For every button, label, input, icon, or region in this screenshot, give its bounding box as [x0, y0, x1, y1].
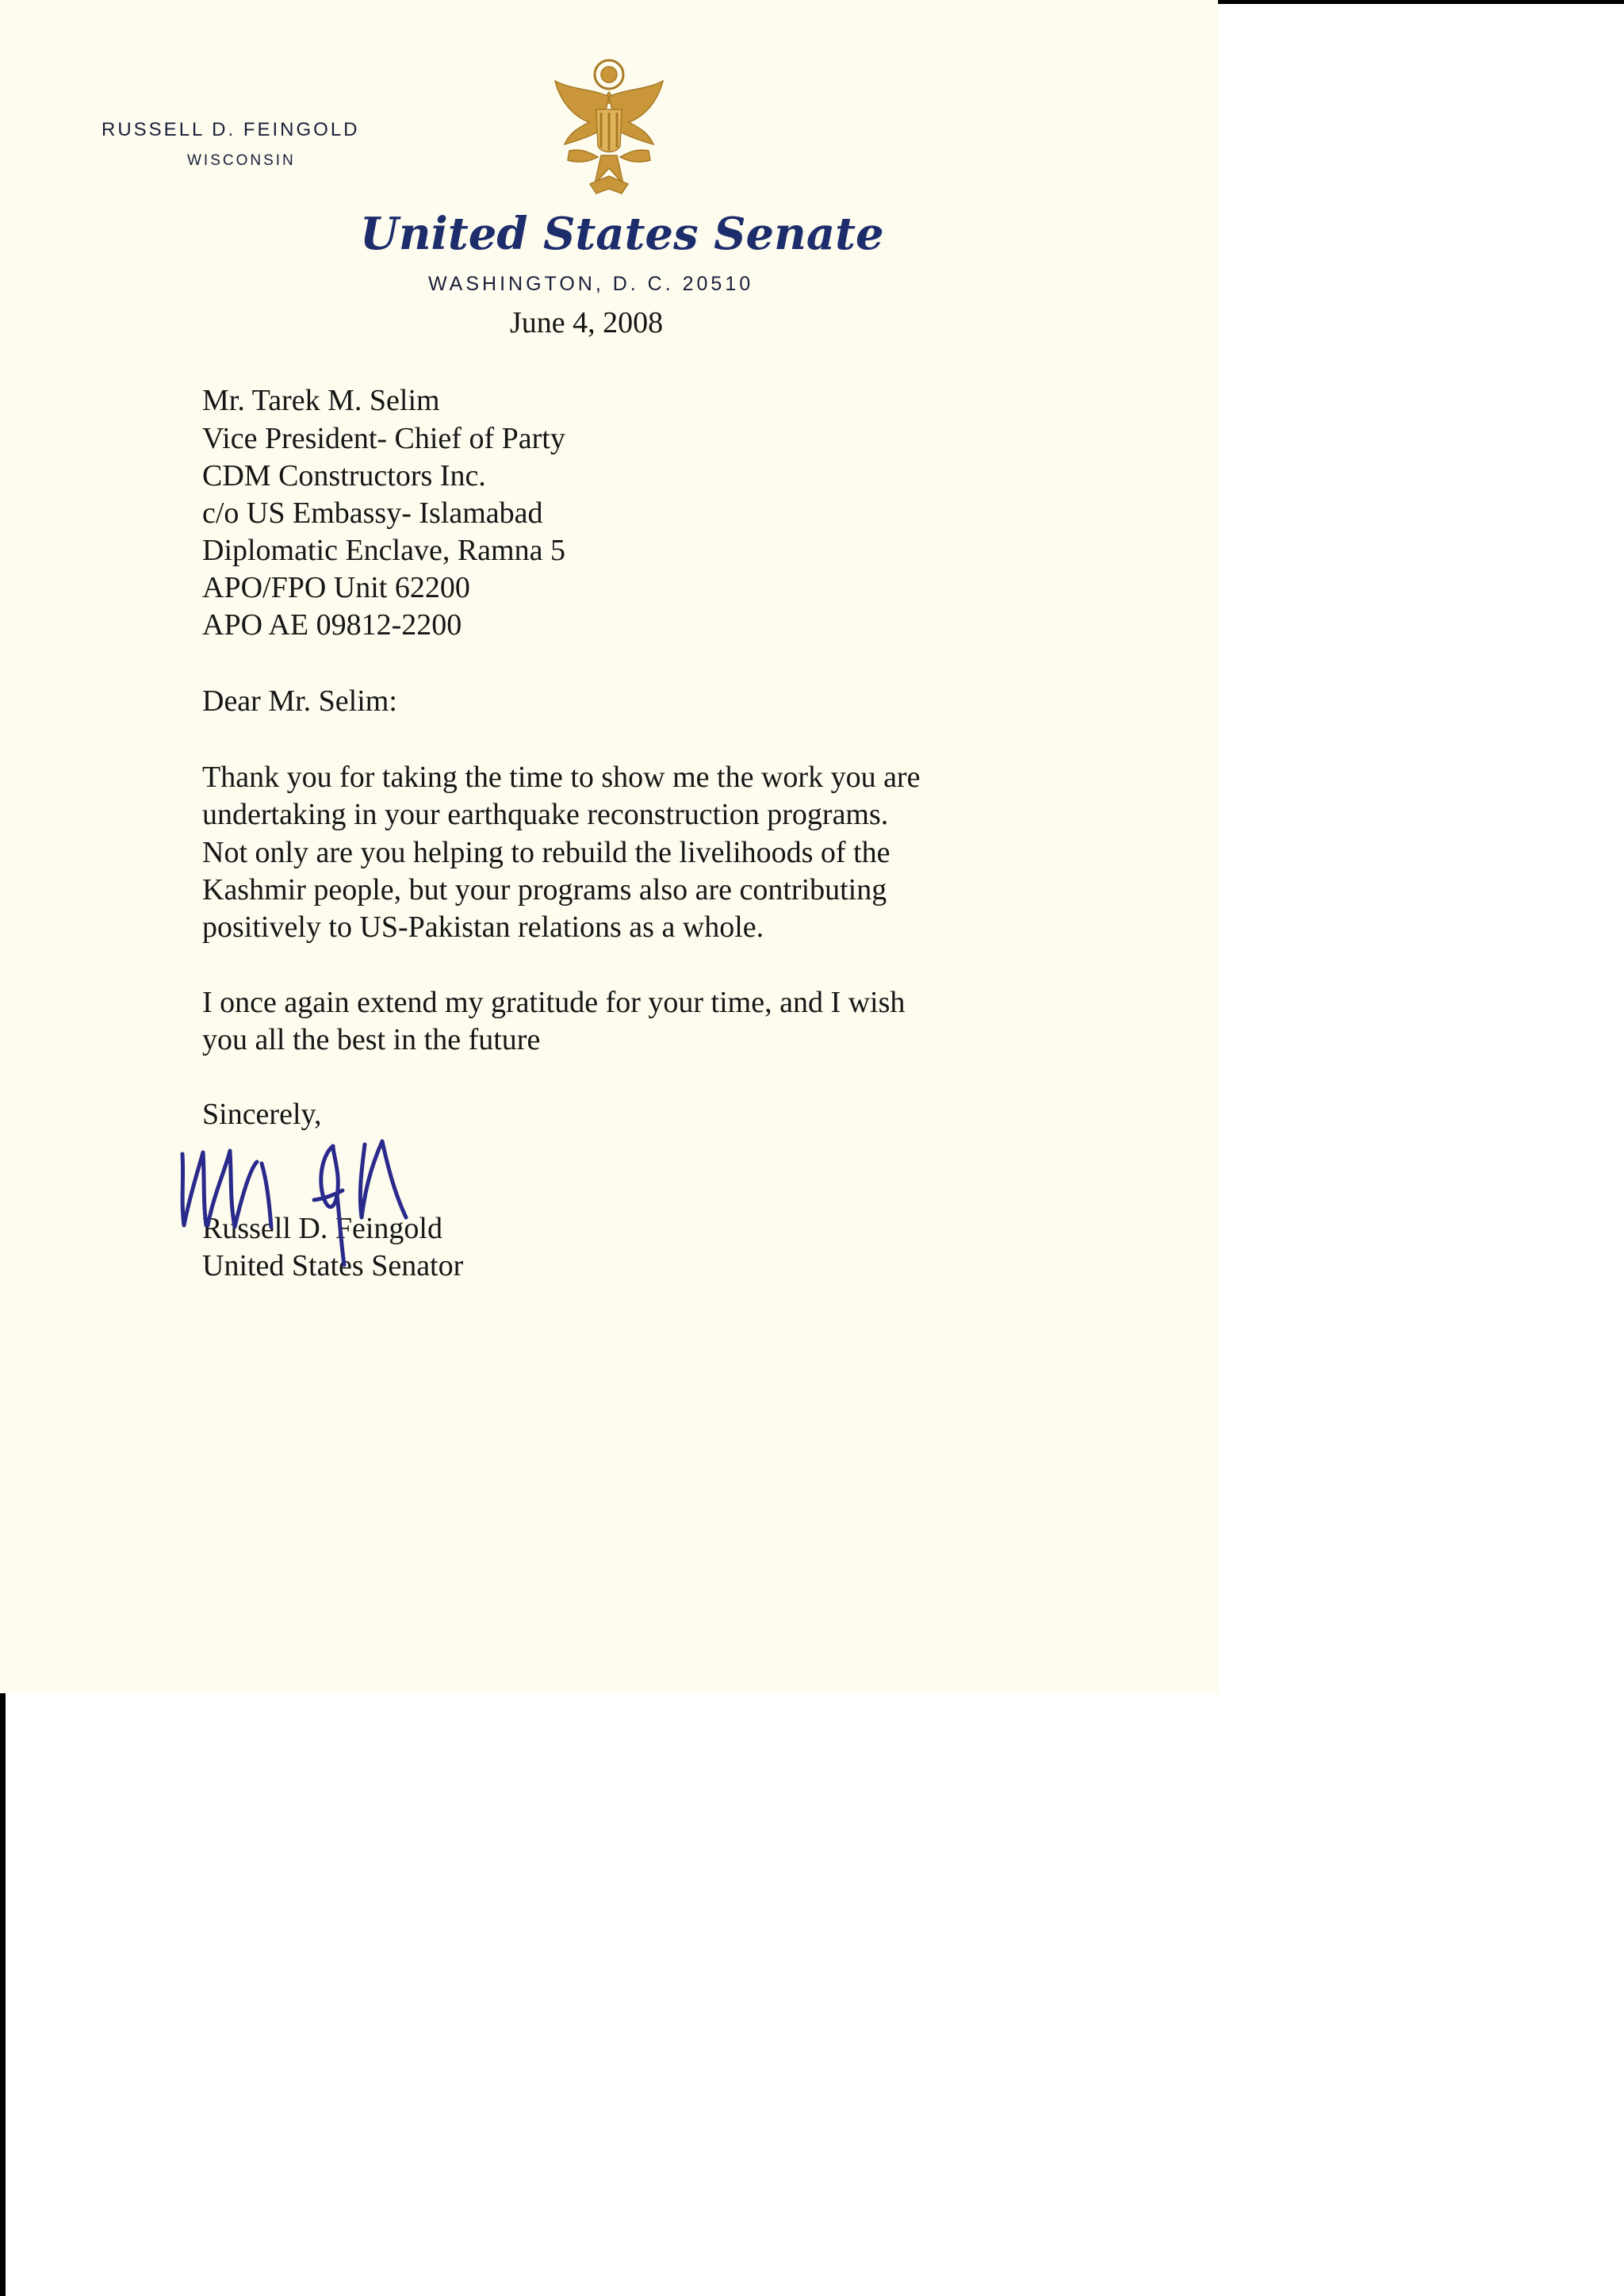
scan-border-left: [0, 1693, 6, 2296]
body-line: Not only are you helping to rebuild the livelihoods of the: [202, 836, 891, 869]
senate-address: WASHINGTON, D. C. 20510: [428, 273, 754, 295]
valediction: Sincerely,: [202, 1098, 322, 1131]
recipient-line: APO AE 09812-2200: [202, 608, 462, 642]
recipient-line: CDM Constructors Inc.: [202, 459, 486, 493]
salutation: Dear Mr. Selim:: [202, 684, 397, 718]
body-line: undertaking in your earthquake reconstruction programs.: [202, 798, 889, 831]
recipient-line: APO/FPO Unit 62200: [202, 571, 470, 604]
recipient-line: c/o US Embassy- Islamabad: [202, 496, 543, 530]
letter-date: June 4, 2008: [510, 306, 664, 339]
recipient-line: Vice President- Chief of Party: [202, 422, 565, 455]
senator-name: RUSSELL D. FEINGOLD: [102, 119, 360, 140]
body-line: you all the best in the future: [202, 1023, 541, 1056]
recipient-line: Diplomatic Enclave, Ramna 5: [202, 534, 565, 567]
body-line: Thank you for taking the time to show me the work you are: [202, 761, 921, 794]
recipient-line: Mr. Tarek M. Selim: [202, 384, 440, 417]
signer-title: United States Senator: [202, 1249, 464, 1282]
senate-title: United States Senate: [360, 208, 884, 260]
signer-name: Russell D. Feingold: [202, 1212, 442, 1245]
body-line: positively to US-Pakistan relations as a whole.: [202, 910, 764, 944]
body-line: Kashmir people, but your programs also are contributing: [202, 873, 887, 907]
scan-border-top: [1218, 0, 1624, 4]
handwritten-signature: [174, 1106, 476, 1273]
great-seal-eagle-icon: [546, 57, 672, 200]
senator-state: WISCONSIN: [187, 152, 296, 169]
body-line: I once again extend my gratitude for your time, and I wish: [202, 986, 906, 1019]
